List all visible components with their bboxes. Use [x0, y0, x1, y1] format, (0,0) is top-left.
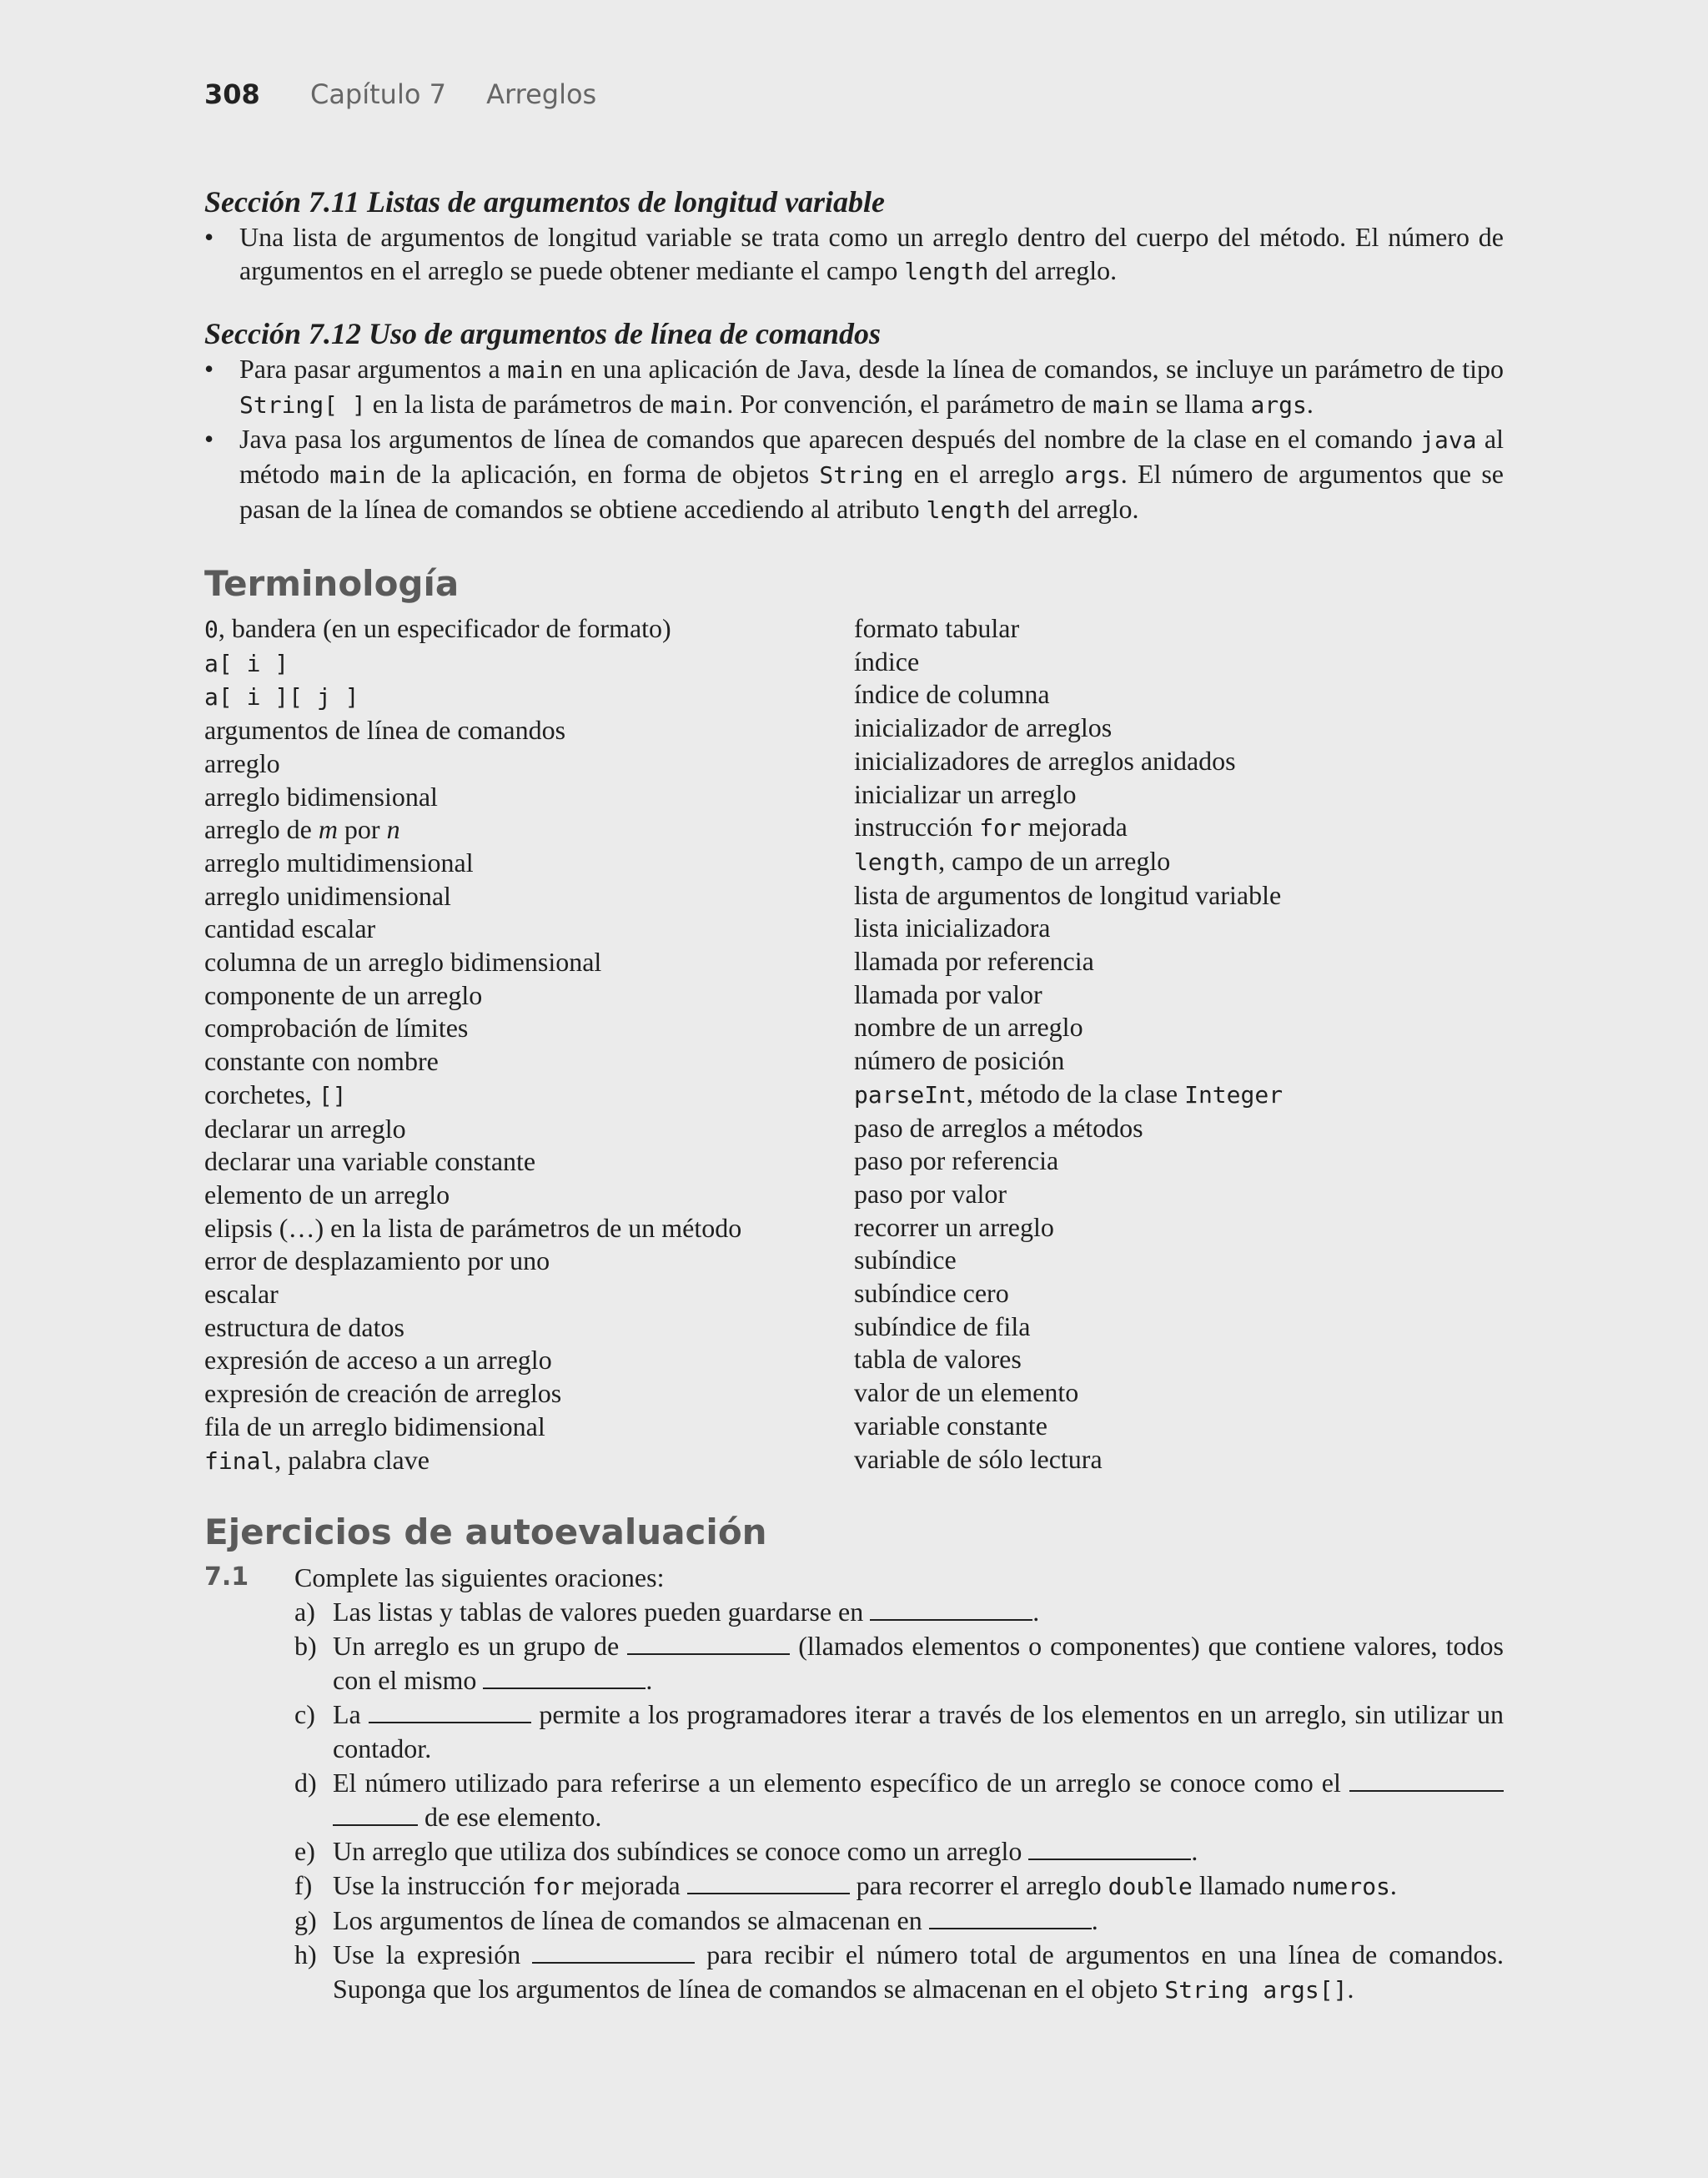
- text-run: comprobación de límites: [204, 1013, 469, 1044]
- term-item: [204, 1311, 854, 1345]
- text-run: del arreglo.: [988, 255, 1118, 285]
- text-run: (llamados elementos o componentes) que contiene valores, todos con el mismo: [333, 1631, 1504, 1696]
- bullet-marker: •: [204, 222, 214, 252]
- term-item: [204, 847, 854, 880]
- text-run: elemento de un arreglo: [204, 1179, 450, 1210]
- text-run: paso por referencia: [854, 1145, 1059, 1176]
- bullet-marker: •: [204, 354, 214, 384]
- text-run: componente de un arreglo: [204, 979, 483, 1010]
- text-run: subíndice: [854, 1245, 957, 1275]
- item-text: [333, 1595, 1504, 1629]
- code-term: main: [670, 391, 727, 419]
- code-term: final: [204, 1446, 275, 1475]
- text-run: Los argumentos de línea de comandos se almacenan en: [333, 1905, 929, 1936]
- exercise-item: [294, 1869, 1504, 1904]
- term-item: [204, 813, 854, 847]
- code-term: args: [1250, 391, 1307, 419]
- text-run: , bandera (en un especificador de formato): [218, 613, 671, 643]
- term-item: [854, 912, 1504, 945]
- text-run: . El número de argumentos que se pasan de la línea de comandos se obtiene accediendo al atributo: [239, 459, 1505, 524]
- text-run: mejorada: [574, 1870, 687, 1901]
- term-item: [204, 1344, 854, 1377]
- text-run: .: [646, 1665, 653, 1696]
- code-term: double: [1108, 1873, 1193, 1901]
- item-text: [333, 1938, 1504, 2007]
- term-item: [204, 1245, 854, 1278]
- text-run: permite a los programadores iterar a través de los elementos en un arreglo, sin utilizar un contador.: [333, 1699, 1505, 1764]
- item-text: [333, 1629, 1504, 1698]
- text-run: . Por convención, el parámetro de: [726, 389, 1093, 419]
- exercise-item: [294, 1938, 1504, 2007]
- answer-blank: [1028, 1837, 1191, 1860]
- term-item: [854, 1044, 1504, 1078]
- text-run: en el arreglo: [903, 459, 1065, 489]
- text-run: llamada por referencia: [854, 946, 1094, 977]
- chapter-label: Capítulo 7: [309, 78, 446, 110]
- text-run: tabla de valores: [854, 1344, 1022, 1375]
- term-item: [854, 1078, 1504, 1112]
- term-item: [204, 1377, 854, 1411]
- text-run: índice: [854, 646, 920, 677]
- exercise-item: [294, 1834, 1504, 1869]
- term-item: [854, 1178, 1504, 1211]
- text-run: elipsis (…) en la lista de parámetros de un método: [204, 1212, 742, 1243]
- text-run: de la aplicación, en forma de objetos: [385, 459, 820, 489]
- term-item: [854, 1244, 1504, 1277]
- text-run: paso de arreglos a métodos: [854, 1112, 1143, 1143]
- code-term: a[ i ]: [204, 649, 289, 677]
- terminology-right-column: [854, 612, 1504, 1477]
- text-run: arreglo bidimensional: [204, 781, 438, 812]
- item-letter: b): [294, 1631, 317, 1662]
- bullet-list: [204, 352, 1504, 527]
- italic-term: m: [318, 814, 338, 845]
- text-run: .: [1306, 389, 1314, 419]
- text-run: al método: [239, 424, 1505, 489]
- code-term: String[ ]: [239, 391, 366, 419]
- text-run: paso por valor: [854, 1178, 1007, 1209]
- exercise-item: [294, 1698, 1504, 1766]
- term-item: [204, 1278, 854, 1311]
- text-run: Use la instrucción: [333, 1870, 533, 1901]
- text-run: nombre de un arreglo: [854, 1012, 1083, 1043]
- term-item: [204, 1012, 854, 1045]
- text-run: formato tabular: [854, 613, 1020, 643]
- exercise-item: [294, 1629, 1504, 1698]
- code-term: length: [904, 258, 989, 285]
- term-item: [854, 745, 1504, 778]
- running-header: [204, 78, 596, 110]
- text-run: arreglo multidimensional: [204, 847, 474, 878]
- text-run: .: [1389, 1870, 1397, 1901]
- text-run: .: [1032, 1597, 1040, 1627]
- text-run: valor de un elemento: [854, 1377, 1079, 1408]
- bullet-list: [204, 220, 1504, 289]
- code-term: for: [532, 1873, 575, 1901]
- text-run: .: [1347, 1974, 1354, 2004]
- answer-blank: [929, 1906, 1092, 1929]
- answer-blank: [627, 1632, 790, 1655]
- term-item: [204, 1045, 854, 1079]
- term-item: [854, 678, 1504, 712]
- item-letter: h): [294, 1939, 317, 1970]
- code-term: length: [854, 848, 939, 876]
- text-run: por: [337, 814, 387, 845]
- text-run: constante con nombre: [204, 1046, 439, 1077]
- section-7-12: [204, 315, 1504, 527]
- exercise-item: [294, 1766, 1504, 1834]
- term-item: [854, 811, 1504, 845]
- code-term: 0: [204, 616, 219, 643]
- text-run: instrucción: [854, 812, 980, 843]
- exercise-number: 7.1: [204, 1562, 249, 1592]
- text-run: arreglo de: [204, 814, 319, 845]
- term-item: [854, 646, 1504, 679]
- text-run: corchetes,: [204, 1079, 319, 1109]
- text-run: cantidad escalar: [204, 913, 376, 944]
- text-run: Las listas y tablas de valores pueden guardarse en: [333, 1597, 871, 1627]
- term-item: [854, 1144, 1504, 1178]
- text-run: del arreglo.: [1010, 494, 1139, 524]
- answer-blank: [532, 1940, 695, 1964]
- term-item: [854, 978, 1504, 1012]
- text-run: Use la expresión: [333, 1939, 533, 1970]
- answer-blank: [687, 1871, 850, 1894]
- term-item: [854, 1011, 1504, 1044]
- text-run: error de desplazamiento por uno: [204, 1245, 550, 1276]
- term-item: [854, 845, 1504, 879]
- code-term: String: [819, 461, 904, 489]
- terminology-heading: Terminología: [204, 563, 460, 604]
- text-run: Un arreglo es un grupo de: [333, 1631, 628, 1662]
- text-run: variable de sólo lectura: [854, 1443, 1103, 1474]
- term-item: [854, 1112, 1504, 1145]
- answer-blank: [870, 1597, 1032, 1621]
- term-item: [204, 913, 854, 946]
- term-item: [204, 1179, 854, 1212]
- item-letter: g): [294, 1905, 317, 1936]
- code-term: main: [329, 461, 386, 489]
- answer-blank: [369, 1700, 531, 1723]
- term-item: [854, 879, 1504, 913]
- item-text: [333, 1869, 1504, 1904]
- term-item: [204, 946, 854, 979]
- text-run: Java pasa los argumentos de línea de comandos que aparecen después del nombre de la clase en el comando: [239, 424, 1421, 454]
- chapter-title: Arreglos: [486, 78, 597, 110]
- term-item: [854, 945, 1504, 978]
- exercise-7-1: [204, 1561, 1504, 2007]
- text-run: variable constante: [854, 1410, 1047, 1441]
- text-run: declarar un arreglo: [204, 1113, 406, 1144]
- bullet-item: [204, 422, 1504, 527]
- term-item: [204, 1212, 854, 1245]
- text-run: número de posición: [854, 1045, 1065, 1076]
- item-letter: a): [294, 1597, 315, 1627]
- term-item: [204, 714, 854, 747]
- term-item: [854, 1310, 1504, 1344]
- item-letter: c): [294, 1699, 315, 1730]
- text-run: La: [333, 1699, 369, 1730]
- text-run: para recibir el número total de argumentos en una línea de comandos. Suponga que los argumentos de línea de comandos se almacenan en el objeto: [333, 1939, 1505, 2004]
- text-run: argumentos de línea de comandos: [204, 715, 566, 746]
- text-run: de ese elemento.: [418, 1802, 602, 1833]
- item-text: [333, 1904, 1504, 1938]
- text-run: declarar una variable constante: [204, 1146, 536, 1177]
- code-term: []: [318, 1081, 347, 1109]
- text-run: subíndice de fila: [854, 1310, 1031, 1341]
- item-letter: d): [294, 1768, 317, 1798]
- page-number: 308: [204, 78, 260, 110]
- exercise-items: [294, 1595, 1504, 2007]
- code-term: a[ i ][ j ]: [204, 683, 359, 712]
- text-run: columna de un arreglo bidimensional: [204, 947, 602, 978]
- text-run: fila de un arreglo bidimensional: [204, 1411, 545, 1441]
- term-item: [204, 1411, 854, 1444]
- item-letter: e): [294, 1836, 315, 1867]
- text-run: , método de la clase: [966, 1078, 1185, 1109]
- text-run: .: [1091, 1905, 1098, 1936]
- term-item: [854, 1443, 1504, 1476]
- code-term: Integer: [1184, 1080, 1284, 1109]
- terminology-left-column: [204, 612, 854, 1477]
- term-item: [204, 781, 854, 814]
- term-item: [204, 646, 854, 681]
- text-run: Una lista de argumentos de longitud variable se trata como un arreglo dentro del cuerpo del método. El número de argumentos en el arreglo se puede obtener mediante el campo: [239, 222, 1504, 285]
- section-7-11: [204, 184, 1504, 289]
- text-run: Para pasar argumentos a: [239, 354, 508, 384]
- term-item: [854, 778, 1504, 812]
- text-run: para recorrer el arreglo: [849, 1870, 1108, 1901]
- italic-term: n: [386, 814, 400, 845]
- answer-blank: [333, 1803, 418, 1826]
- code-term: for: [979, 814, 1022, 843]
- text-run: expresión de acceso a un arreglo: [204, 1345, 552, 1376]
- term-item: [854, 1211, 1504, 1245]
- code-term: main: [1093, 391, 1149, 419]
- section-title: Sección 7.11 Listas de argumentos de longitud variable: [204, 185, 886, 219]
- answer-blank: [483, 1666, 646, 1689]
- item-text: [333, 1834, 1504, 1869]
- bullet-marker: •: [204, 424, 214, 454]
- item-text: [333, 1766, 1504, 1834]
- term-item: [204, 1113, 854, 1146]
- term-item: [204, 979, 854, 1013]
- text-run: arreglo: [204, 747, 280, 778]
- text-run: inicializadores de arreglos anidados: [854, 745, 1236, 776]
- term-item: [204, 612, 854, 646]
- term-item: [204, 1079, 854, 1113]
- text-run: lista inicializadora: [854, 913, 1051, 943]
- bullet-item: [204, 352, 1504, 422]
- content: [204, 184, 1504, 2007]
- text-run: llamada por valor: [854, 978, 1042, 1009]
- term-item: [854, 712, 1504, 745]
- text-run: escalar: [204, 1279, 279, 1310]
- code-term: length: [926, 496, 1011, 524]
- term-item: [854, 612, 1504, 646]
- text-run: estructura de datos: [204, 1311, 404, 1342]
- term-item: [204, 680, 854, 714]
- terminology-section: [204, 561, 1504, 1477]
- code-term: main: [507, 356, 564, 384]
- text-run: lista de argumentos de longitud variable: [854, 879, 1282, 910]
- text-run: Un arreglo que utiliza dos subíndices se conoce como un arreglo: [333, 1836, 1029, 1867]
- answer-blank: [1349, 1768, 1504, 1792]
- text-run: expresión de creación de arreglos: [204, 1378, 562, 1409]
- term-item: [204, 880, 854, 913]
- term-item: [854, 1410, 1504, 1443]
- text-run: se llama: [1148, 389, 1251, 419]
- bullet-item: [204, 220, 1504, 289]
- text-run: inicializador de arreglos: [854, 712, 1113, 743]
- item-text: [333, 1698, 1504, 1766]
- term-item: [204, 1444, 854, 1478]
- exercise-intro: Complete las siguientes oraciones:: [294, 1562, 665, 1593]
- terminology-columns: [204, 612, 1504, 1477]
- term-item: [204, 747, 854, 781]
- text-run: recorrer un arreglo: [854, 1211, 1054, 1242]
- exercise-item: [294, 1904, 1504, 1938]
- text-run: subíndice cero: [854, 1278, 1009, 1309]
- text-run: .: [1191, 1836, 1198, 1867]
- code-term: java: [1420, 426, 1477, 454]
- section-title: Sección 7.12 Uso de argumentos de línea de comandos: [204, 317, 881, 350]
- code-term: String args[]: [1164, 1976, 1348, 2004]
- code-term: parseInt: [854, 1080, 967, 1109]
- text-run: índice de columna: [854, 679, 1050, 710]
- exercise-body: [294, 1561, 1504, 2007]
- text-run: mejorada: [1021, 812, 1128, 843]
- text-run: en la lista de parámetros de: [365, 389, 671, 419]
- term-item: [854, 1277, 1504, 1310]
- term-item: [854, 1343, 1504, 1376]
- exercises-section: [204, 1509, 1504, 2007]
- term-item: [204, 1145, 854, 1179]
- text-run: , campo de un arreglo: [938, 845, 1171, 876]
- item-letter: f): [294, 1870, 313, 1901]
- term-item: [854, 1376, 1504, 1410]
- text-run: arreglo unidimensional: [204, 880, 451, 911]
- text-run: , palabra clave: [274, 1444, 430, 1475]
- code-term: args: [1064, 461, 1121, 489]
- text-run: llamado: [1192, 1870, 1292, 1901]
- exercise-item: [294, 1595, 1504, 1629]
- exercises-heading: Ejercicios de autoevaluación: [204, 1512, 767, 1553]
- text-run: en una aplicación de Java, desde la línea de comandos, se incluye un parámetro de tipo: [563, 354, 1504, 384]
- code-term: numeros: [1291, 1873, 1390, 1901]
- text-run: inicializar un arreglo: [854, 778, 1077, 809]
- text-run: El número utilizado para referirse a un elemento específico de un arreglo se conoce como el: [333, 1768, 1349, 1798]
